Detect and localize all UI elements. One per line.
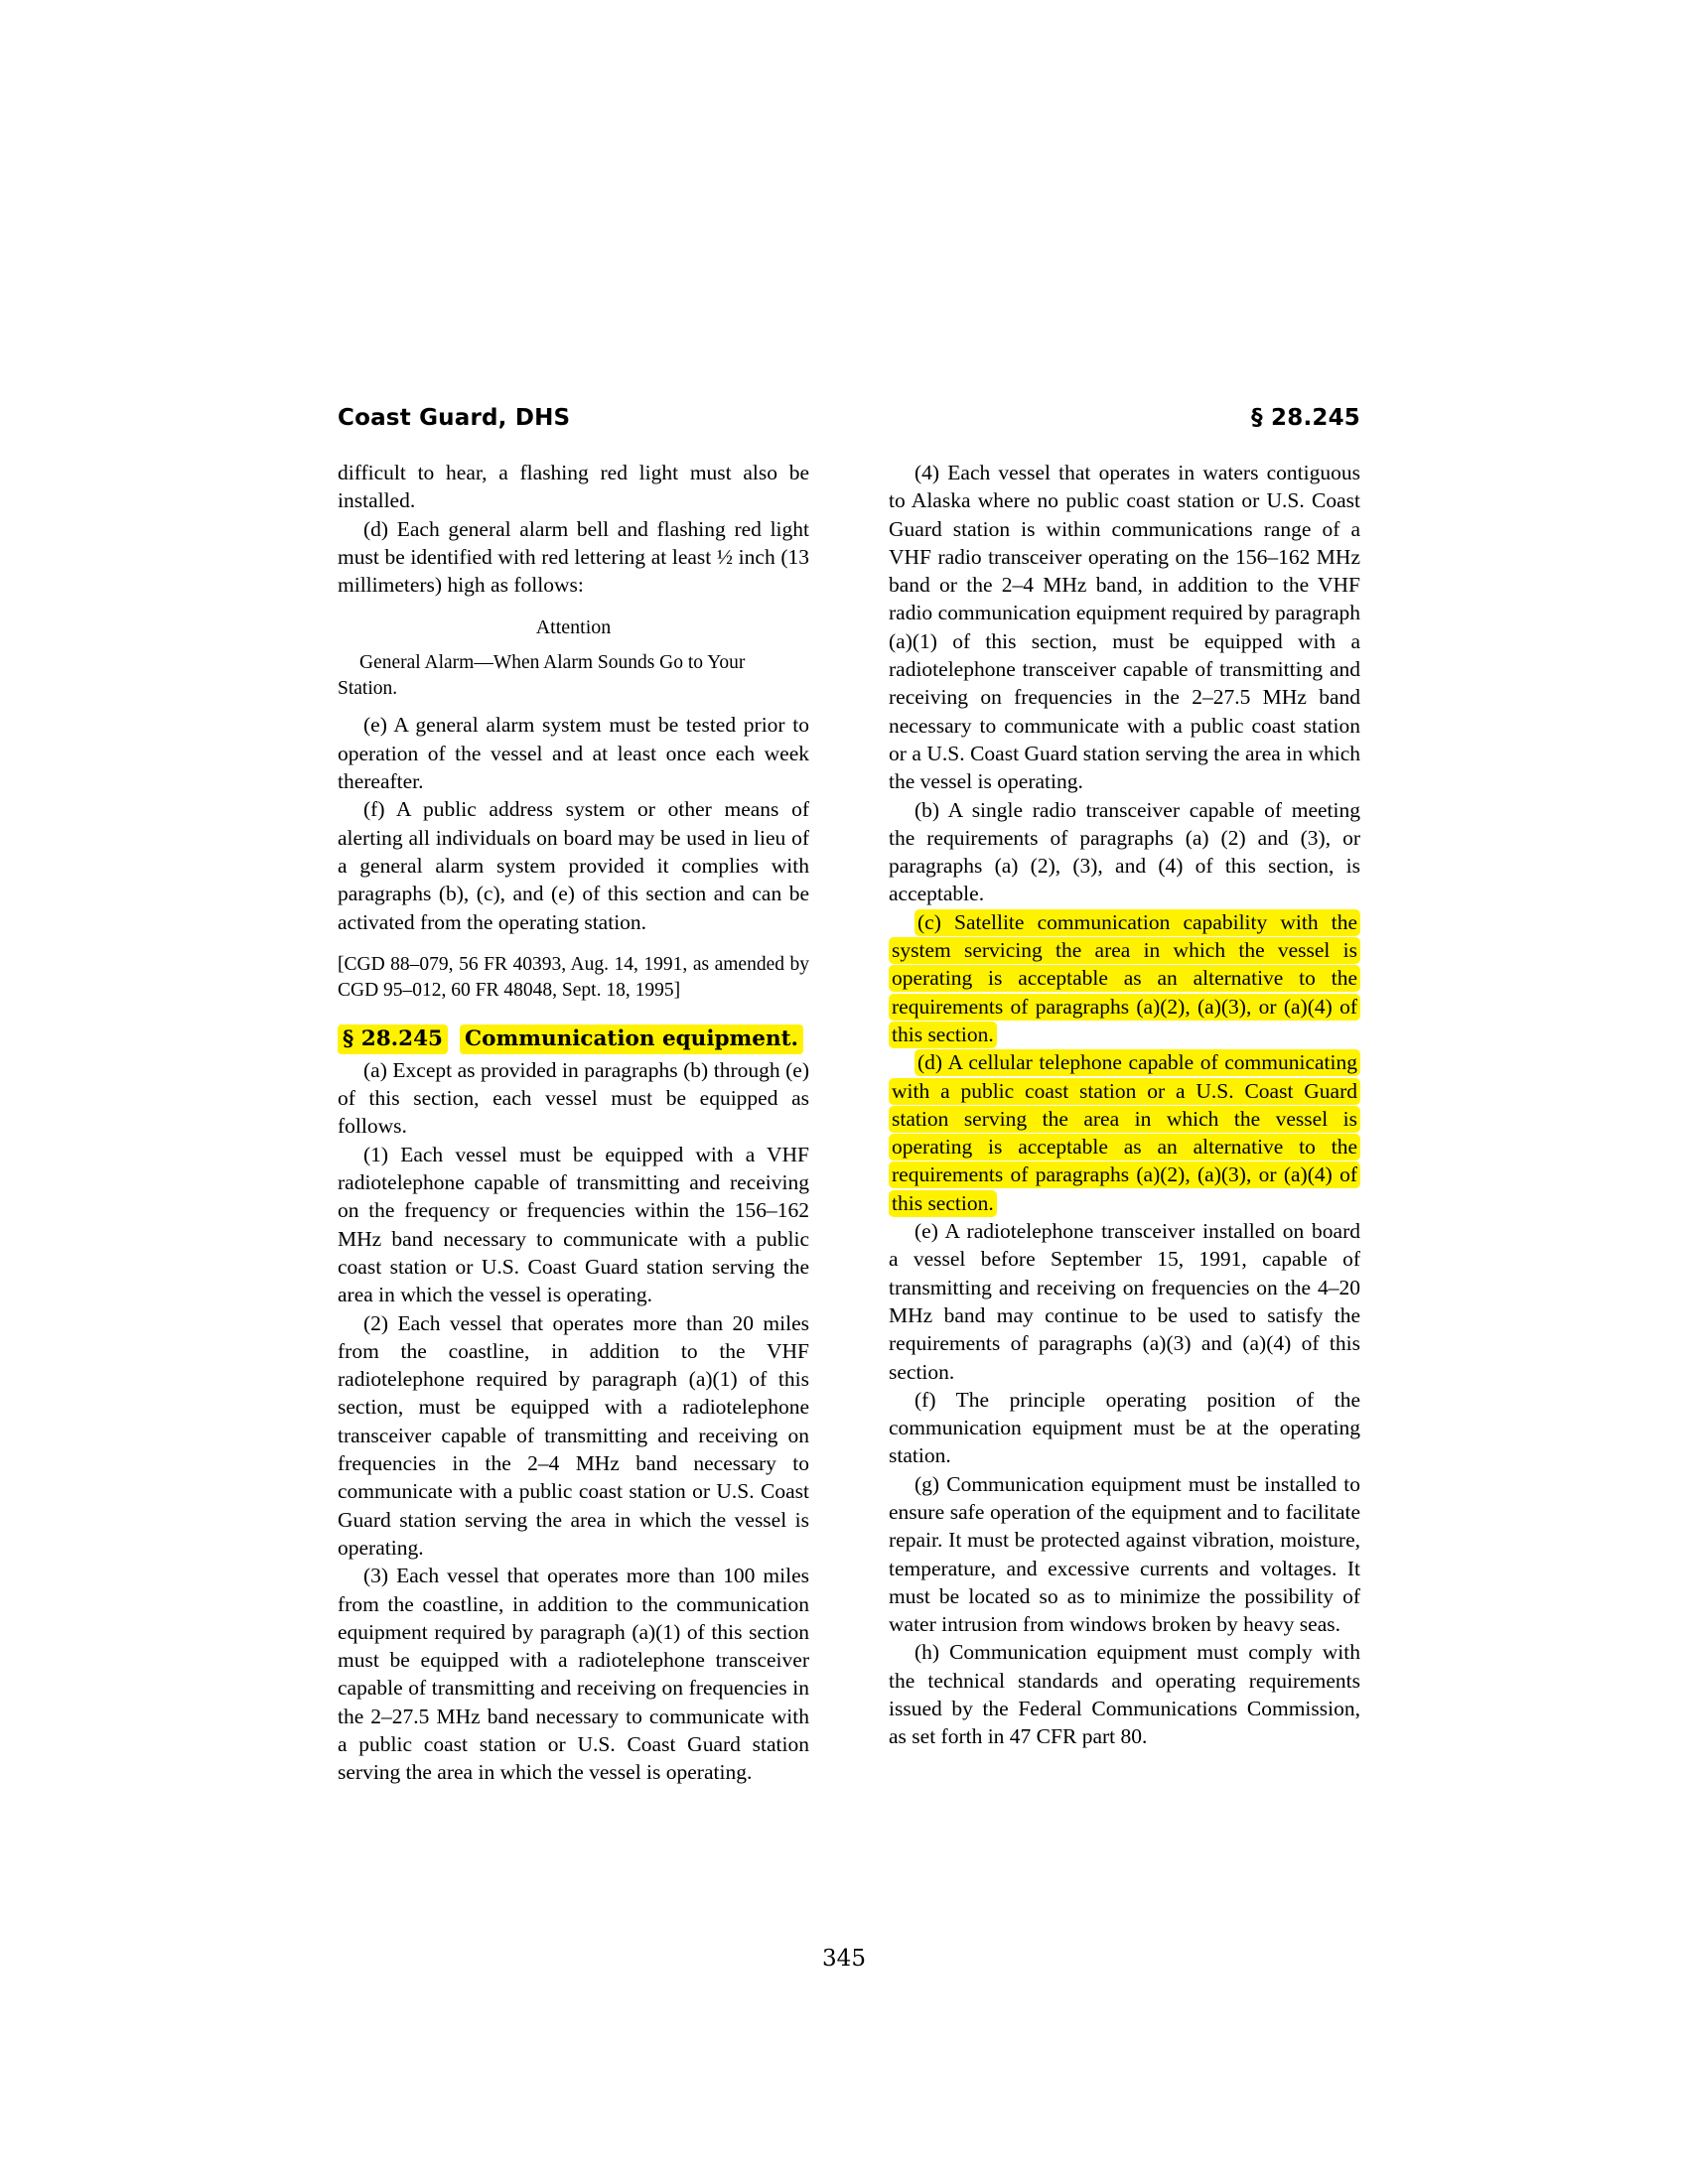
paragraph-h-comm: (h) Communication equipment must comply with the technical standards and operating requirements issued by the Federal Communications Commission, as set forth in 47 CFR part 80. [889,1640,1360,1749]
section-heading [338,1024,809,1054]
page-number: 345 [822,1946,866,1972]
paragraph-a: (a) Except as provided in paragraphs (b) through (e) of this section, each vessel must be equipped as follows. [338,1057,809,1139]
paragraph-carryover-c: difficult to hear, a flashing red light must also be installed. [338,461,809,513]
paragraph-a2: (2) Each vessel that operates more than 20 miles from the coastline, in addition to the VHF radiotelephone required by paragraph (a)(1) of this section, must be equipped with a radiotelephone transceiver capable of transmitting and receiving on frequencies in the 2–4 MHz band necessary to communicate with a public coast station or U.S. Coast Guard station serving the area in which the vessel is operating. [338,1310,809,1560]
running-head-section-number: § 28.245 [1251,405,1360,431]
paragraph-g-comm: (g) Communication equipment must be installed to ensure safe operation of the equipment and to facilitate repair. It must be protected against vibration, moisture, temperature, and excessive currents and voltages. It must be located so as to minimize the possibility of water intrusion from windows broken by heavy seas. [889,1471,1360,1637]
paragraph-c-highlighted [889,908,1360,1048]
paragraph-a3: (3) Each vessel that operates more than 100 miles from the coastline, in addition to the communication equipment required by paragraph (a)(1) of this section must be equipped with a radiotelephone transceiver capable of transmitting and receiving on frequencies in the 2–27.5 MHz band necessary to communicate with a public coast station or U.S. Coast Guard station serving the area in which the vessel is operating. [338,1564,809,1785]
paragraph-f: (f) A public address system or other means of alerting all individuals on board may be used in lieu of a general alarm system provided it complies with paragraphs (b), (c), and (e) of this section and can be activated from the operating station. [338,797,809,934]
paragraph-e-comm: (e) A radiotelephone transceiver installed on board a vessel before September 15, 1991, capable of transmitting and receiving on frequencies on the 4–20 MHz band may continue to be used to satisfy the requirements of paragraphs (a)(3) and (a)(4) of this section. [889,1219,1360,1384]
paragraph-d-highlighted [889,1048,1360,1217]
paragraph-d: (d) Each general alarm bell and flashing red light must be identified with red lettering at least ½ inch (13 millimeters) high as follows: [338,516,809,598]
citation-credit: [CGD 88–079, 56 FR 40393, Aug. 14, 1991, as amended by CGD 95–012, 60 FR 48048, Sept. 18, 1995] [338,953,809,1001]
paragraph-a1: (1) Each vessel must be equipped with a VHF radiotelephone capable of transmitting and receiving on the frequency or frequencies within the 156–162 MHz band necessary to communicate with a public coast station or U.S. Coast Guard station serving the area in which the vessel is operating. [338,1142,809,1307]
paragraph-b: (b) A single radio transceiver capable of meeting the requirements of paragraphs (a) (2) and (3), or paragraphs (a) (2), (3), and (4) of this section, is acceptable. [889,797,1360,906]
attention-heading: Attention [535,616,612,639]
running-head [338,405,1360,439]
highlight-mark-paragraph-c: (c) Satellite communication capability with the system servicing the area in which the vessel is operating is acceptable as an alternative to the requirements of paragraphs (a)(2), (a)(3), or (a)(4) of this section. [889,909,1360,1048]
highlight-mark-paragraph-d: (d) A cellular telephone capable of communicating with a public coast station or a U.S. Coast Guard station serving the area in which the vessel is operating is acceptable as an alternative to the requirements of paragraphs (a)(2), (a)(3), or (a)(4) of this section. [889,1049,1360,1216]
running-head-agency: Coast Guard, DHS [338,405,571,431]
paragraph-f-comm: (f) The principle operating position of the communication equipment must be at the operating station. [889,1387,1360,1468]
paragraph-a4: (4) Each vessel that operates in waters contiguous to Alaska where no public coast station or U.S. Coast Guard station is within communications range of a VHF radio transceiver operating on the 156–162 MHz band or the 2–4 MHz band, in addition to the VHF radio communication equipment required by paragraph (a)(1) of this section, must be equipped with a radiotelephone transceiver capable of transmitting and receiving on frequencies in the 2–27.5 MHz band necessary to communicate with a public coast station or a U.S. Coast Guard station serving the area in which the vessel is operating. [889,461,1360,794]
right-column [889,459,1360,1751]
section-heading-number: § 28.245 [338,1024,448,1054]
left-column [338,459,809,1787]
section-heading-title: Communication equipment. [460,1024,803,1054]
attention-body-text: General Alarm—When Alarm Sounds Go to Your Station. [338,652,746,699]
paragraph-e: (e) A general alarm system must be tested prior to operation of the vessel and at least once each week thereafter. [338,713,809,794]
spacer [338,701,809,711]
